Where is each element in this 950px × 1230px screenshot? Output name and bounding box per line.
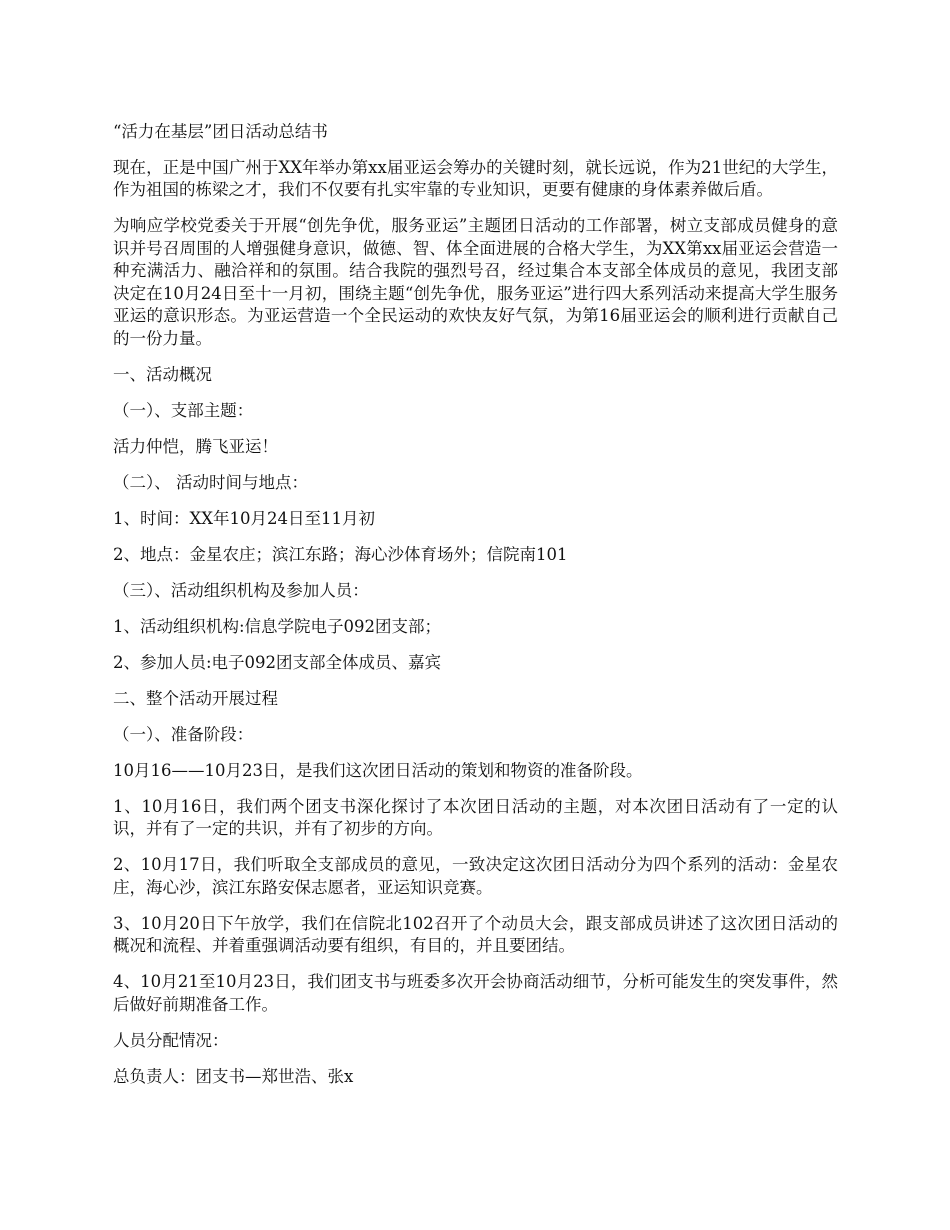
document-title: “活力在基层”团日活动总结书 [113,122,328,141]
paragraph-step-3: 3、10月20日下午放学，我们在信院北102召开了个动员大会，跟支部成员讲述了这次团日活动的概况和流程、并着重强调活动要有组织，有目的，并且要团结。 [113,913,838,955]
paragraph-place: 2、地点：金星农庄；滨江东路；海心沙体育场外；信院南101 [113,544,568,564]
subsection-heading-theme: （一）、支部主题： [113,400,254,420]
paragraph-participants: 2、参加人员:电子092团支部全体成员、嘉宾 [113,652,442,672]
paragraph-preparation-period: 10月16——10月23日，是我们这次团日活动的策划和物资的准备阶段。 [113,760,643,780]
paragraph-theme: 活力仲恺，腾飞亚运！ [113,436,278,456]
subsection-heading-time-place: （二）、 活动时间与地点： [113,472,308,492]
section-heading-process: 二、整个活动开展过程 [113,688,278,708]
paragraph-step-4: 4、10月21至10月23日，我们团支书与班委多次开会协商活动细节，分析可能发生的突发事件，然后做好前期准备工作。 [113,972,838,1014]
paragraph-background: 为响应学校党委关于开展“创先争优，服务亚运”主题团日活动的工作部署，树立支部成员健身的意识并号召周围的人增强健身意识，做德、智、体全面进展的合格大学生，为XX第xx届亚运会营造一种充满活力、融洽祥和的氛围。结合我院的强烈号召，经过集合本支部全体成员的意见，我团支部决定在10月24日至十一月初，围绕主题“创先争优，服务亚运”进行四大系列活动来提高大学生服务亚运的意识形态。为亚运营造一个全民运动的欢快友好气氛，为第16届亚运会的顺利进行贡献自己的一份力量。 [113,216,838,348]
paragraph-step-2: 2、10月17日，我们听取全支部成员的意见，一致决定这次团日活动分为四个系列的活动：金星农庄，海心沙，滨江东路安保志愿者，亚运知识竞赛。 [113,855,838,897]
paragraph-intro: 现在，正是中国广州于XX年举办第xx届亚运会筹办的关键时刻，就长远说，作为21世纪的大学生，作为祖国的栋梁之才，我们不仅要有扎实牢靠的专业知识，更要有健康的身体素养做后盾。 [113,157,838,199]
paragraph-time: 1、时间：XX年10月24日至11月初 [113,508,375,528]
paragraph-organizer: 1、活动组织机构:信息学院电子092团支部； [113,616,442,636]
subsection-heading-preparation: （一）、准备阶段： [113,724,254,744]
paragraph-step-1: 1、10月16日，我们两个团支书深化探讨了本次团日活动的主题，对本次团日活动有了一定的认识，并有了一定的共识，并有了初步的方向。 [113,796,838,838]
subsection-heading-organization: （三）、活动组织机构及参加人员： [113,580,369,600]
document-body [113,121,838,1102]
paragraph-staffing-heading: 人员分配情况： [113,1030,229,1050]
section-heading-overview: 一、活动概况 [113,364,212,384]
paragraph-lead: 总负责人：团支书—郑世浩、张x [113,1066,354,1086]
